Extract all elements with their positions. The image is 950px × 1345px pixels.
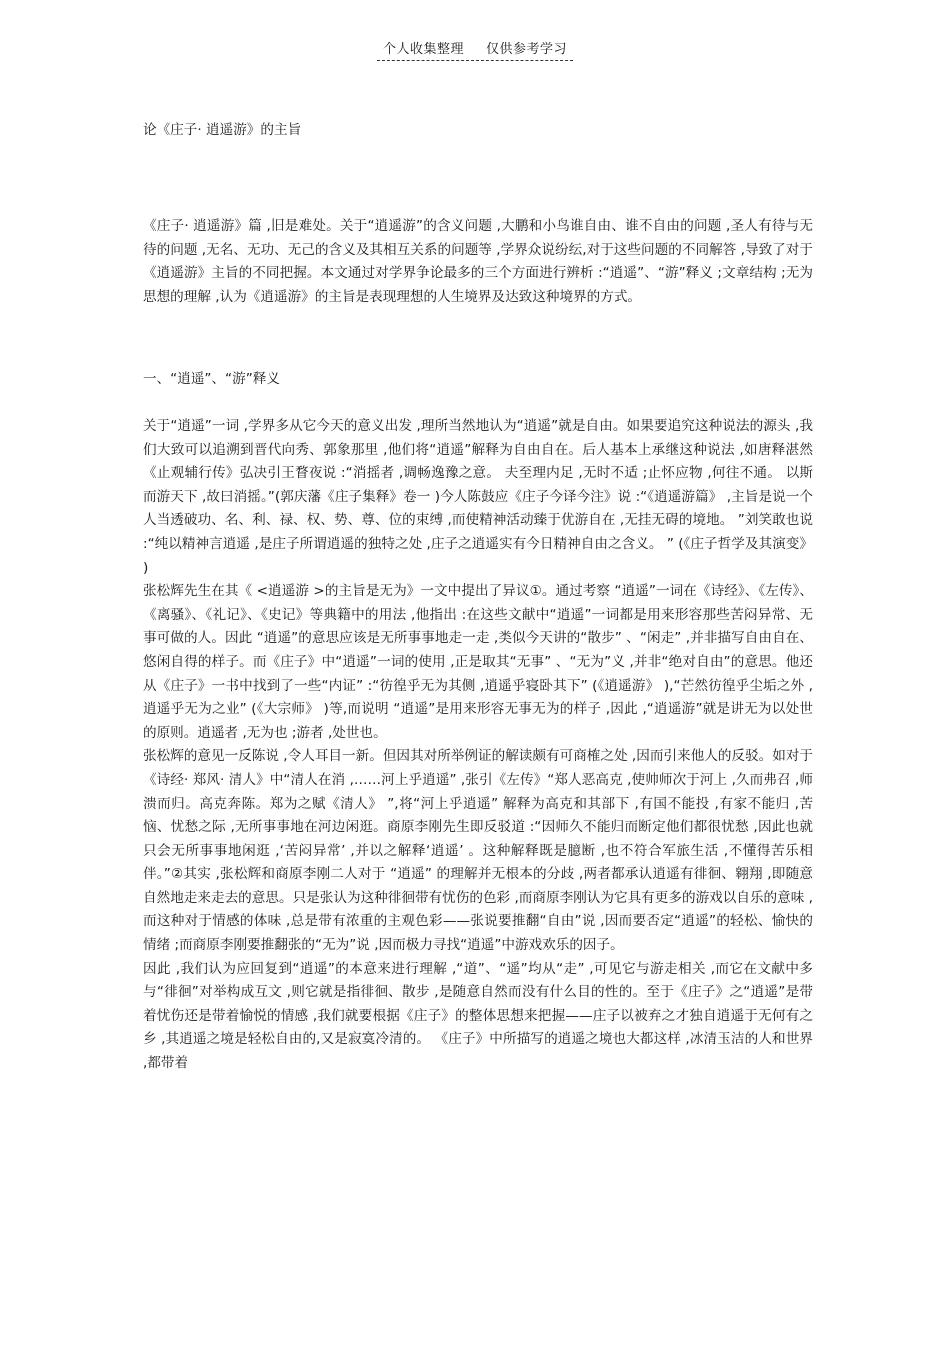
paragraph-1: 关于“逍遥”一词 ,学界多从它今天的意义出发 ,理所当然地认为“逍遥”就是自由。如果要追究这种说法的源头 ,我们大致可以追溯到晋代向秀、郭象那里 ,他们将“逍遥”解释为自由自在。后人基本上承继这种说法 ,如唐释湛然《止观辅行传》弘决引王瞀夜说 :“消摇者 ,调畅逸豫之意。 夫至理内足 ,无时不适 ;止怀应物 ,何往不通。 以斯而游天下 ,故曰消摇。”(郭庆藩《庄子集释》卷一 )今人陈鼓应《庄子今译今注》说 :“《逍遥游篇》 ,主旨是说一个人当透破功、名、利、禄、权、势、尊、位的束缚 ,而使精神活动臻于优游自在 ,无挂无碍的境地。 ”刘笑敢也说 :“纯以精神言逍遥 ,是庄子所谓逍遥的独特之处 ,庄子之逍遥实有今日精神自由之含义。 ” (《庄子哲学及其演变》 ) bbox=[143, 418, 813, 576]
paragraph-3: 张松辉的意见一反陈说 ,令人耳目一新。但因其对所举例证的解读颇有可商榷之处 ,因而引来他人的反驳。如对于《诗经· 郑风· 清人》中“清人在消 ,……河上乎逍遥” ,张引《左传》“郑人恶高克 ,使帅师次于河上 ,久而弗召 ,师溃而归。高克奔陈。郑为之赋《清人》 ”,将“河上乎逍遥” 解释为高克和其部下 ,有国不能投 ,有家不能归 ,苦恼、忧愁之际 ,无所事事地在河边闲逛。商原李刚先生即反驳道 :“因师久不能归而断定他们都很忧愁 ,因此也就只会无所事事地闲逛 ,‘苦闷异常’ ,并以之解释‘逍遥’ 。这种解释既是臆断 ,也不符合军旅生活 ,不懂得苦乐相伴。”②其实 ,张松辉和商原李刚二人对于 “逍遥” 的理解并无根本的分歧 ,两者都承认逍遥有徘徊、翱翔 ,即随意自然地走来走去的意思。只是张认为这种徘徊带有忧伤的色彩 ,而商原李刚认为它具有更多的游戏以自乐的意味 ,而这种对于情感的体味 ,总是带有浓重的主观色彩——张说要推翻“自由”说 ,因而要否定“逍遥”的轻松、愉快的情绪 ;而商原李刚要推翻张的“无为”说 ,因而极力寻找“逍遥”中游戏欢乐的因子。 bbox=[143, 748, 813, 954]
section-1-body bbox=[143, 415, 813, 1076]
header-rule bbox=[377, 38, 573, 61]
header-right-text: 仅供参考学习 bbox=[486, 42, 568, 57]
article-title: 论《庄子· 逍遥游》的主旨 bbox=[143, 122, 302, 138]
section-heading-1: 一、“逍遥”、“游”释义 bbox=[143, 371, 280, 387]
page-header bbox=[0, 38, 950, 61]
header-left-text: 个人收集整理 bbox=[382, 42, 464, 57]
paragraph-2: 张松辉先生在其《 <逍遥游 >的主旨是无为》一文中提出了异议①。通过考察 “逍遥”一词在《诗经》、《左传》、《离骚》、《礼记》、《史记》等典籍中的用法 ,他指出 :在这些文献中“逍遥”一词都是用来形容那些苦闷异常、无事可做的人。因此 “逍遥”的意思应该是无所事事地走一走 ,类似今天讲的“散步” 、“闲走” ,并非描写自由自在、悠闲自得的样子。而《庄子》中“逍遥”一词的使用 ,正是取其“无事” 、“无为”义 ,并非“绝对自由”的意思。他还从《庄子》一书中找到了一些“内证” :“彷徨乎无为其侧 ,逍遥乎寝卧其下” (《逍遥游》 ),“芒然彷徨乎尘垢之外 ,逍遥乎无为之业” (《大宗师》 )等,而说明 “逍遥”是用来形容无事无为的样子 ,因此 ,“逍遥游”就是讲无为以处世的原则。逍遥者 ,无为也 ;游者 ,处世也。 bbox=[143, 583, 813, 741]
abstract-paragraph: 《庄子· 逍遥游》篇 ,旧是难处。关于“逍遥游”的含义问题 ,大鹏和小鸟谁自由、谁不自由的问题 ,圣人有待与无待的问题 ,无名、无功、无己的含义及其相互关系的问题等 ,学界众说纷纭,对于这些问题的不同解答 ,导致了对于《逍遥游》主旨的不同把握。本文通过对学界争论最多的三个方面进行辨析 :“逍遥”、“游”释义 ;文章结构 ;无为思想的理解 ,认为《逍遥游》的主旨是表现理想的人生境界及达致这种境界的方式。 bbox=[143, 218, 813, 305]
paragraph-4: 因此 ,我们认为应回复到“逍遥”的本意来进行理解 ,“道”、“遥”均从“走” ,可见它与游走相关 ,而它在文献中多与“徘徊”对举构成互文 ,则它就是指徘徊、散步 ,是随意自然而没有什么目的性的。至于《庄子》之“逍遥”是带着忧伤还是带着愉悦的情感 ,我们就要根据《庄子》的整体思想来把握——庄子以被弃之才独自逍遥于无何有之乡 ,其逍遥之境是轻松自由的,又是寂寞冷清的。 《庄子》中所描写的逍遥之境也大都这样 ,冰清玉洁的人和世界 ,都带着 bbox=[143, 960, 813, 1072]
